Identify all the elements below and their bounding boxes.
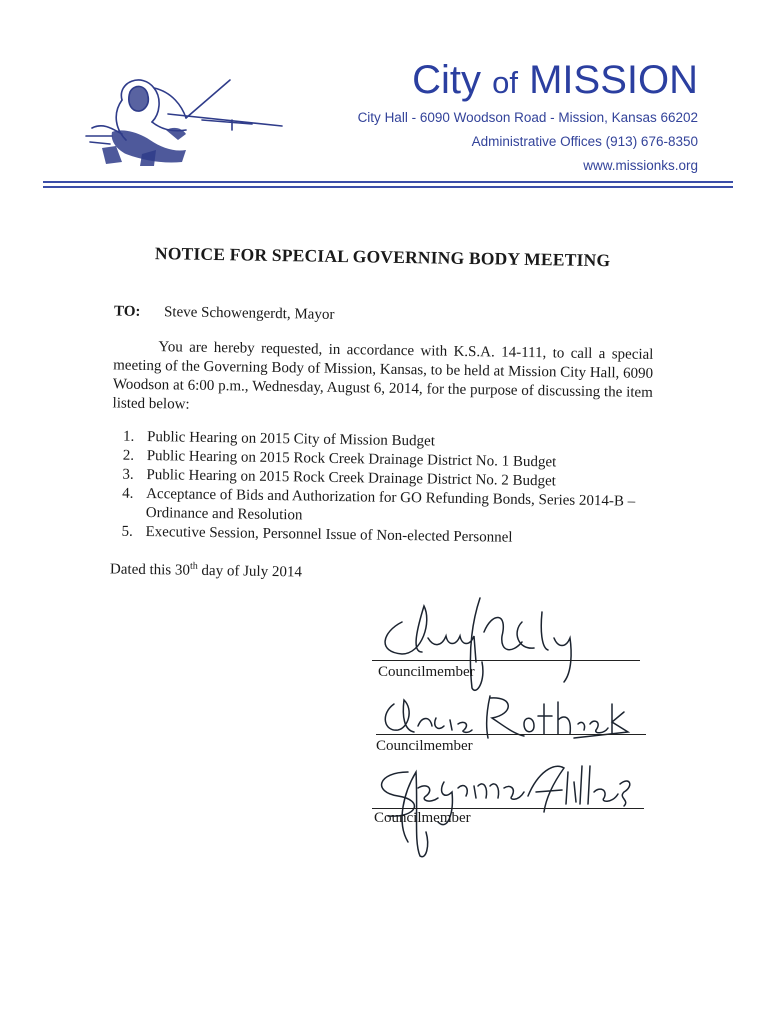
signature-1-handwritten-icon <box>372 592 612 702</box>
city-prefix: City <box>412 58 481 102</box>
signature-3-label: Councilmember <box>374 810 471 826</box>
city-of: of <box>492 65 518 100</box>
agenda-item-number: 1. <box>122 428 135 445</box>
request-paragraph <box>112 337 653 421</box>
signature-line-2 <box>376 734 646 735</box>
signature-1-label: Councilmember <box>378 664 475 680</box>
signature-3-handwritten-icon <box>368 752 638 862</box>
city-name: MISSION <box>529 58 698 102</box>
agenda-item-number: 3. <box>122 466 134 483</box>
dated-line <box>110 559 302 581</box>
signature-line-3 <box>372 808 644 809</box>
agenda-item-text: Executive Session, Personnel Issue of Non-elected Personnel <box>145 523 513 546</box>
city-hall-address: City Hall - 6090 Woodson Road - Mission, Kansas 66202 <box>357 110 698 125</box>
to-recipient: Steve Schowengerdt, Mayor <box>163 304 335 323</box>
to-label: TO: <box>113 303 141 320</box>
administrative-offices-phone: Administrative Offices (913) 676-8350 <box>471 134 698 149</box>
agenda-item-text: Public Hearing on 2015 Rock Creek Drainage District No. 1 Budget <box>146 447 557 471</box>
agenda-item-text: Acceptance of Bids and Authorization for GO Refunding Bonds, Series 2014-B – Ordinance and Resolution <box>145 485 636 524</box>
dated-suffix: day of July 2014 <box>197 562 303 581</box>
signature-line-1 <box>372 660 640 661</box>
website-link[interactable]: www.missionks.org <box>583 158 698 173</box>
request-paragraph-text: You are hereby requested, in accordance with K.S.A. 14-111, to call a special meeting of the Governing Body of Mission, Kansas, to be held at Mission City Hall, 6090 Woodson at 6:00 p.m., Wednesday, August 6, 2014, for the purpose of discussing the item listed below: <box>112 339 654 413</box>
dated-ordinal: th <box>189 560 198 572</box>
signature-2-label: Councilmember <box>376 738 473 754</box>
agenda-item-number: 2. <box>122 447 135 464</box>
agenda-items-list <box>121 428 653 550</box>
agenda-item-text: Public Hearing on 2015 City of Mission Budget <box>146 428 436 450</box>
agenda-item-number: 5. <box>121 523 133 540</box>
agenda-item-text: Public Hearing on 2015 Rock Creek Drainage District No. 2 Budget <box>146 466 557 490</box>
dated-prefix: Dated this 30 <box>109 561 191 579</box>
notice-heading: NOTICE FOR SPECIAL GOVERNING BODY MEETING <box>154 243 611 271</box>
agenda-item-number: 4. <box>122 485 134 502</box>
